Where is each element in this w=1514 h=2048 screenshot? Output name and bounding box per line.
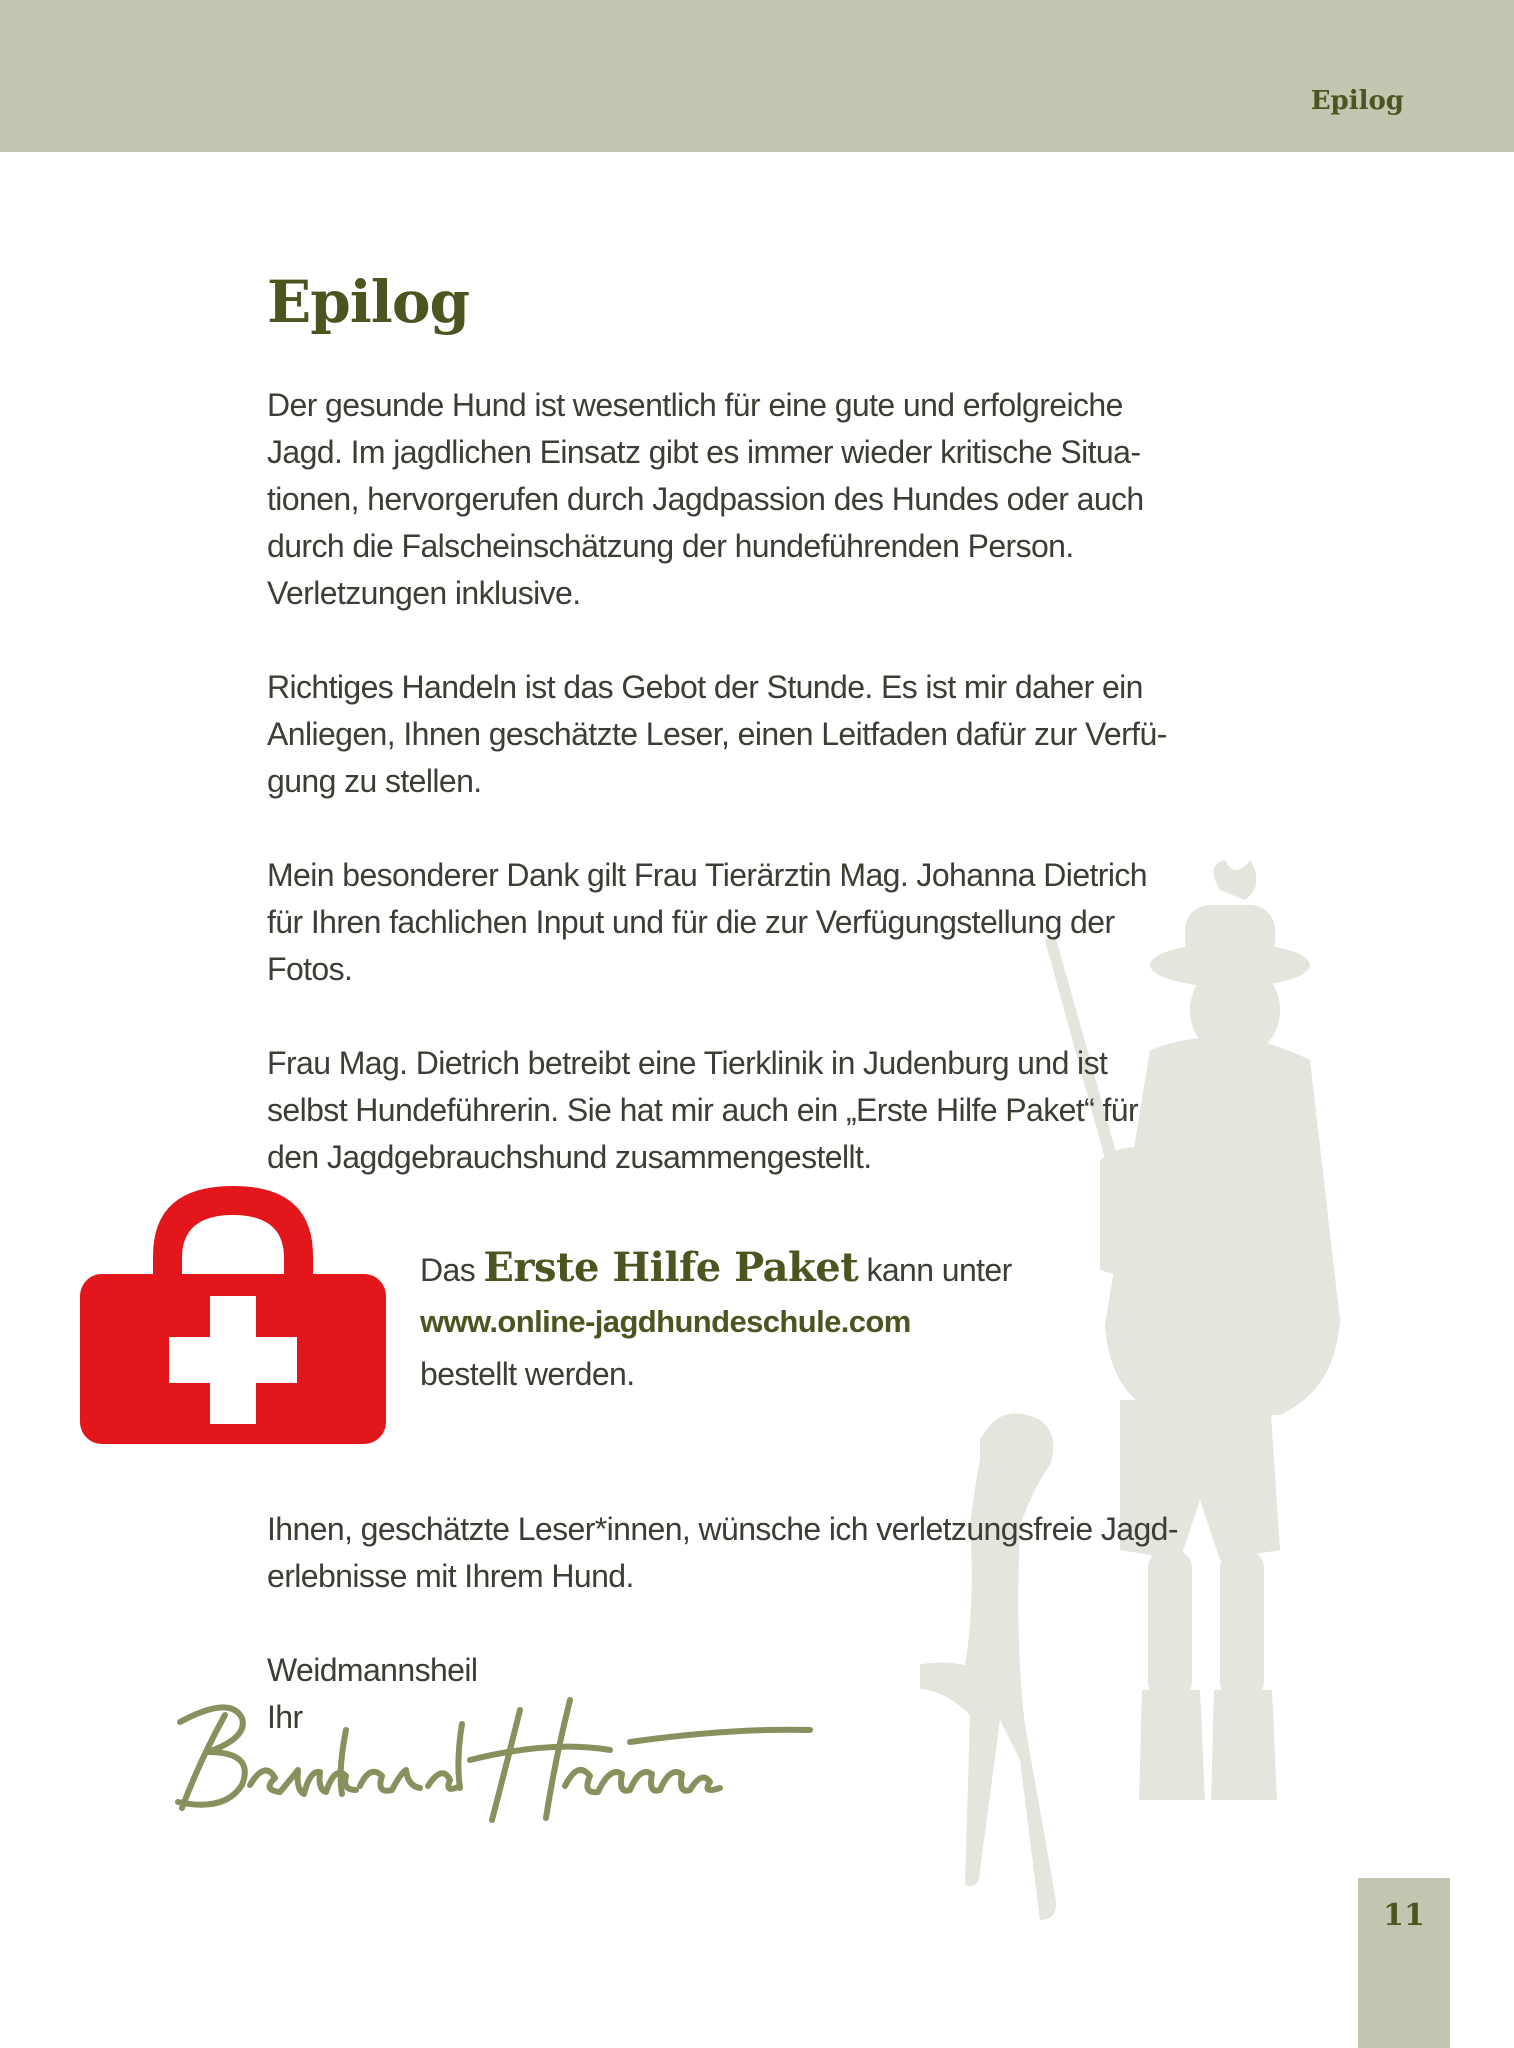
paragraph-closing [267,1506,1247,1600]
first-aid-kit-icon [80,1186,386,1444]
text-line: Verletzungen inklusive. [267,575,581,611]
text-line: Fotos. [267,951,353,987]
callout-line-1 [420,1242,1120,1296]
header-band [0,0,1514,152]
package-name: Erste Hilfe Paket [483,1244,859,1291]
text-line: Anliegen, Ihnen geschätzte Leser, einen Leitfaden dafür zur Verfü- [267,716,1167,752]
text-line: Richtiges Handeln ist das Gebot der Stunde. Es ist mir daher ein [267,669,1143,705]
hunter-dog-watermark [920,860,1340,1960]
text-line: für Ihren fachlichen Input und für die zur Verfügungstellung der [267,904,1115,940]
running-header-title: Epilog [1310,86,1404,116]
text-line: Der gesunde Hund ist wesentlich für eine gute und erfolgreiche [267,387,1123,423]
text-line: Mein besonderer Dank gilt Frau Tierärztin Mag. Johanna Dietrich [267,857,1147,893]
first-aid-callout [420,1242,1120,1400]
paragraph-purpose [267,664,1247,805]
text-line: erlebnisse mit Ihrem Hund. [267,1558,634,1594]
text-line: Ihnen, geschätzte Leser*innen, wünsche ich verletzungsfreie Jagd- [267,1511,1178,1547]
text-line: den Jagdgebrauchshund zusammengestellt. [267,1139,872,1175]
page-number-box [1358,1878,1450,2048]
text-line: gung zu stellen. [267,763,482,799]
page-heading: Epilog [267,268,470,336]
text-line: Frau Mag. Dietrich betreibt eine Tierklinik in Judenburg und ist [267,1045,1108,1081]
paragraph-thanks [267,852,1247,993]
greeting: Weidmannsheil [267,1652,478,1688]
callout-prefix: Das [420,1252,484,1288]
shop-url-link[interactable]: www.online-jagdhundeschule.com [420,1304,911,1339]
page-number: 11 [1383,1898,1425,1933]
sign-off-prefix: Ihr [267,1699,303,1735]
handwritten-signature [170,1690,820,1830]
text-line: durch die Falscheinschätzung der hundeführenden Person. [267,528,1074,564]
paragraph-clinic [267,1040,1247,1181]
callout-closing: bestellt werden. [420,1356,635,1392]
paragraph-intro [267,382,1247,617]
callout-suffix: kann unter [858,1252,1012,1288]
text-line: selbst Hundeführerin. Sie hat mir auch ein „Erste Hilfe Paket“ für [267,1092,1139,1128]
text-line: tionen, hervorgerufen durch Jagdpassion des Hundes oder auch [267,481,1144,517]
text-line: Jagd. Im jagdlichen Einsatz gibt es immer wieder kritische Situa- [267,434,1141,470]
